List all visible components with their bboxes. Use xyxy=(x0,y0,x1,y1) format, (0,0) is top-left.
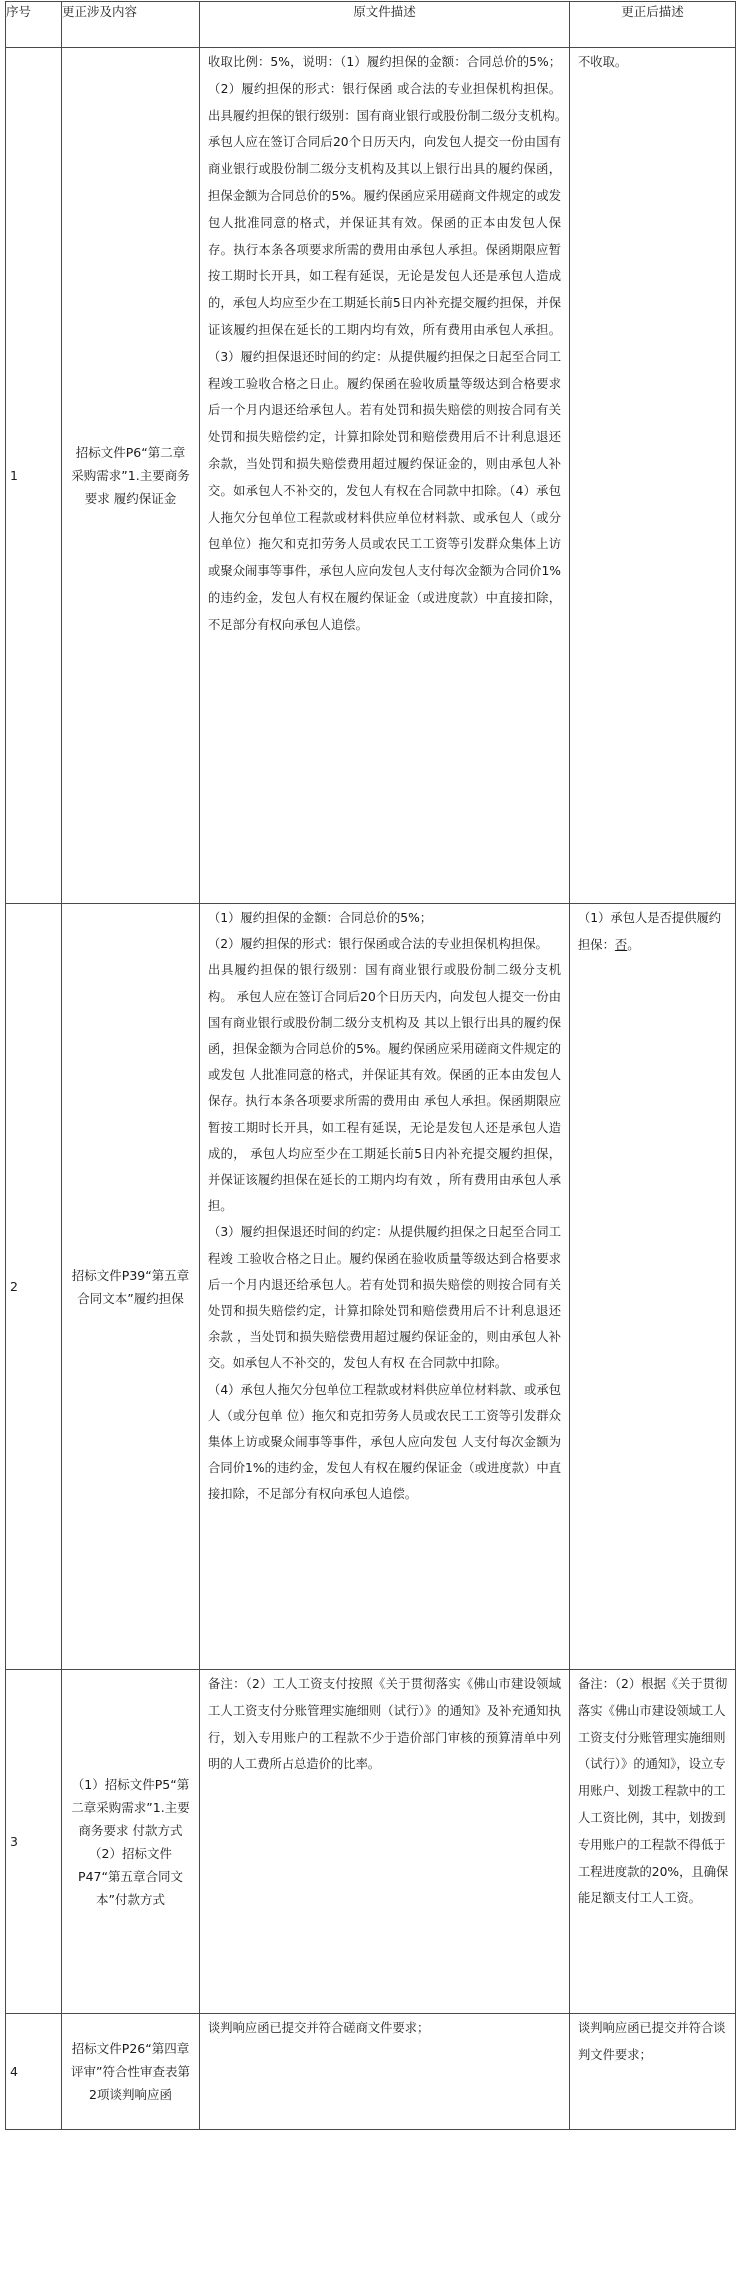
corrected-answer-mark: 否 xyxy=(614,937,628,952)
row-corrected-text: 备注：（2）根据《关于贯彻落实《佛山市建设领域工人工资支付分账管理实施细则（试行）》的通知》，设立专用账户、划拨工程款中的工人工资比例，其中，划拨到专用账户的工程款不得低于工程进度款的20%，且确保能足额支付工人工资。 xyxy=(578,1677,729,1906)
row-corrected-item: 招标文件P26“第四章评审”符合性审查表第2项谈判响应函 xyxy=(62,2014,200,2130)
row-original-text: （1）履约担保的金额：合同总价的5%； （2）履约担保的形式：银行保函或合法的专业担保机构担保。 出具履约担保的银行级别：国有商业银行或股份制二级分支机构。 承包人应在签订合同后20个日历天内，向发包人提交一份由国有商业银行或股份制二级分支机构及 其以上银行出具的履约保函，担保金额为合同总价的5%。履约保函应采用磋商文件规定的或发包 人批准同意的格式，并保证其有效。保函的正本由发包人保存。执行本条各项要求所需的费用由 承包人承担。保函期限应暂按工期时长开具，如工程有延误，无论是发包人还是承包人造成的， 承包人均应至少在工期延长前5日内补充提交履约担保，并保证该履约担保在延长的工期内均有效 ，所有费用由承包人承担。 （3）履约担保退还时间的约定：从提供履约担保之日起至合同工程竣 工验收合格之日止。履约保函在验收质量等级达到合格要求后一个月内退还给承包人。若有处罚和损失赔偿的则按合同有关处罚和损失赔偿约定，计算扣除处罚和赔偿费用后不计利息退还余款 ，当处罚和损失赔偿费用超过履约保证金的，则由承包人补交。如承包人不补交的，发包人有权 在合同款中扣除。 （4）承包人拖欠分包单位工程款或材料供应单位材料款、或承包人（或分包单 位）拖欠和克扣劳务人员或农民工工资等引发群众集体上访或聚众闹事等事件，承包人应向发包 人支付每次金额为合同价1%的违约金，发包人有权在履约保证金（或进度款）中直接扣除，不足部分有权向承包人追偿。 xyxy=(208,911,561,1502)
row-original-cell xyxy=(200,904,570,1670)
row-original-text: 收取比例：5%，说明：（1）履约担保的金额：合同总价的5%；（2）履约担保的形式：银行保函 或合法的专业担保机构担保。出具履约担保的银行级别：国有商业银行或股份制二级分支机构。 承包人应在签订合同后20个日历天内，向发包人提交一份由国有商业银行或股份制二级分支机构及其以上银行出具的履约保函，担保金额为合同总价的5%。履约保函应采用磋商文件规定的或发包人批准同意的格式，并保证其有效。保函的正本由发包人保存。执行本条各项要求所需的费用由承包人承担。保函期限应暂按工期时长开具，如工程有延误，无论是发包人还是承包人造成的，承包人均应至少在工期延长前5日内补充提交履约担保，并保证该履约担保在延长的工期内均有效，所有费用由承包人承担。（3）履约担保退还时间的约定：从提供履约担保之日起至合同工程竣工验收合格之日止。履约保函在验收质量等级达到合格要求后一个月内退还给承包人。若有处罚和损失赔偿的则按合同有关处罚和损失赔偿约定，计算扣除处罚和赔偿费用后不计利息退还余款，当处罚和损失赔偿费用超过履约保证金的，则由承包人补交。如承包人不补交的，发包人有权在合同款中扣除。（4）承包人拖欠分包单位工程款或材料供应单位材料款、或承包人（或分包单位）拖欠和克扣劳务人员或农民工工资等引发群众集体上访或聚众闹事等事件，承包人应向发包人支付每次金额为合同价1%的违约金，发包人有权在履约保证金（或进度款）中直接扣除，不足部分有权向承包人追偿。 xyxy=(208,55,586,632)
row-corrected-cell xyxy=(570,2014,736,2130)
table-row xyxy=(6,904,736,1670)
row-corrected-item: 招标文件P39“第五章合同文本”履约担保 xyxy=(62,904,200,1670)
row-original-cell xyxy=(200,48,586,904)
row-original-text: 备注：（2）工人工资支付按照《关于贯彻落实《佛山市建设领域工人工资支付分账管理实施细则（试行）》的通知》及补充通知执行，划入专用账户的工程款不少于造价部门审核的预算清单中列明的人工费所占总造价的比率。 xyxy=(208,1677,561,1772)
table-row xyxy=(6,2014,736,2130)
table-row xyxy=(6,1670,736,2014)
row-corrected-text: 谈判响应函已提交并符合谈判文件要求； xyxy=(578,2021,726,2062)
row-serial-number: 3 xyxy=(6,1670,62,2014)
row-corrected-item: （1）招标文件P5“第二章采购需求”1.主要商务要求 付款方式（2）招标文件P47“第五章合同文本”付款方式 xyxy=(62,1670,200,2014)
row-serial-number: 1 xyxy=(6,48,62,904)
header-original-description: 原文件描述 xyxy=(200,2,570,48)
header-serial-number: 序号 xyxy=(6,2,62,48)
table-header-row xyxy=(6,2,736,48)
header-corrected-description: 更正后描述 xyxy=(570,2,736,48)
row-corrected-cell xyxy=(570,1670,736,2014)
table-row xyxy=(6,48,736,904)
row-original-cell xyxy=(200,1670,570,2014)
row-original-cell xyxy=(200,2014,570,2130)
corrected-suffix: 。 xyxy=(627,937,640,952)
row-corrected-item: 招标文件P6“第二章采购需求”1.主要商务要求 履约保证金 xyxy=(62,48,200,904)
row-serial-number: 2 xyxy=(6,904,62,1670)
row-corrected-cell xyxy=(570,48,736,904)
row-corrected-text: 不收取。 xyxy=(578,55,628,69)
corrected-prefix: （1）承包人是否提供履约担保： xyxy=(578,911,722,952)
row-original-text: 谈判响应函已提交并符合磋商文件要求； xyxy=(208,2021,430,2035)
header-corrected-item: 更正涉及内容 xyxy=(62,2,200,48)
row-serial-number: 4 xyxy=(6,2014,62,2130)
correction-table xyxy=(5,1,736,2130)
row-corrected-text xyxy=(570,904,735,959)
row-corrected-cell xyxy=(570,904,736,1670)
